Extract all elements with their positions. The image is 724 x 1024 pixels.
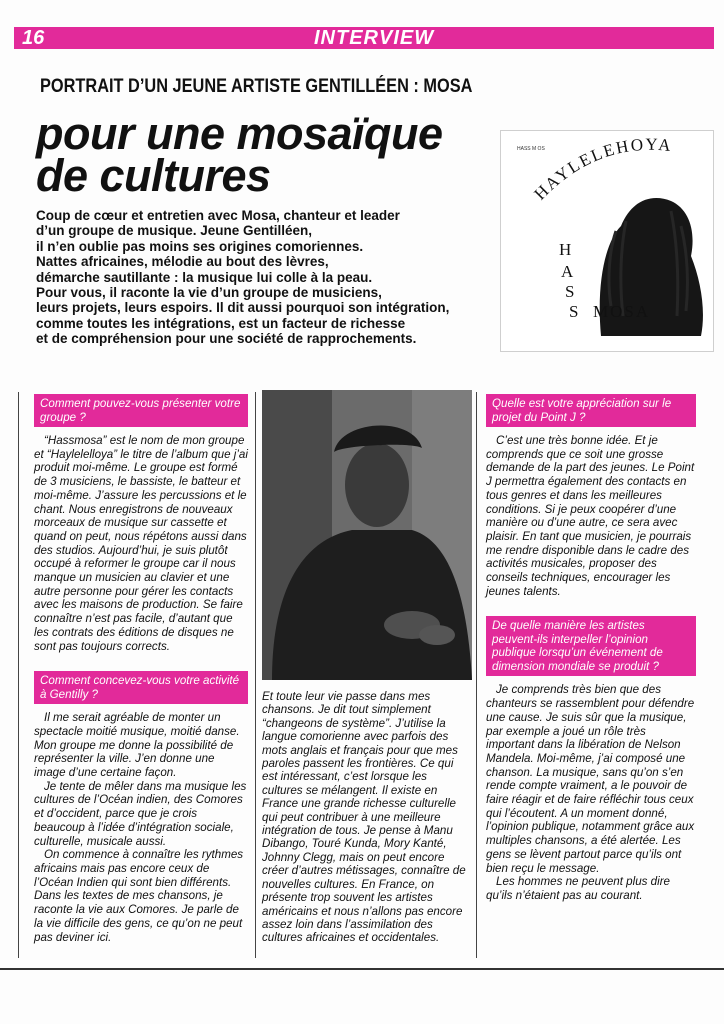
answer-paragraph: C’est une très bonne idée. Et je comprends que ce soit une grosse demande de la part des jeunes. Le Point J permettra également des contacts en tous genres et dans les meilleures conditions. Si je peux coopérer d’une manière ou d’une autre, ce sera avec plaisir. En tant que musicien, je pourrais me rendre disponible dans le cadre des activités musicales, proposer des conseils techniques, encourager les jeunes talents. bbox=[486, 434, 695, 598]
article-title-line-1: pour une mosaïque bbox=[36, 108, 443, 159]
answer-paragraph: Il me serait agréable de monter un spectacle moitié musique, moitié danse. Mon groupe me donne la possibilité de représenter la ville. J’en donne une image d’une certaine façon. bbox=[34, 711, 240, 780]
article-kicker: PORTRAIT D’UN JEUNE ARTISTE GENTILLÉEN : MOSA bbox=[40, 76, 473, 97]
answer-paragraph: “Hassmosa” est le nom de mon groupe et “Haylelelloya” le titre de l’album que j’ai produit moi-même. Le groupe est formé de 3 musiciens, le bassiste, le batteur et moi-même. J’assure les percussions et le chant. Nous enregistrons de nouveaux morceaux de musique sur cassette et quand on peut, nous répétons aussi dans des studios. Aujourd’hui, je suis plutôt occupé à reformer le groupe car il nous manque un musicien au clavier et une autre personne pour gérer les contacts avec les maisons de production. Se faire connaître n’est pas facile, d’autant que les contrats des éditions de disques ne sont pas toujours corrects. bbox=[34, 434, 248, 653]
column-1 bbox=[34, 394, 248, 944]
band-letter: S bbox=[569, 302, 579, 321]
cover-stamp: HASS M OS bbox=[517, 146, 545, 152]
column-rule bbox=[476, 392, 477, 958]
album-cover-art bbox=[501, 131, 713, 351]
question-box: Comment concevez-vous votre activité à Gentilly ? bbox=[34, 671, 248, 704]
column-rule bbox=[255, 392, 256, 958]
band-letter: H bbox=[559, 240, 572, 259]
album-title-path: HAYLELEHOYA bbox=[530, 134, 674, 204]
lead-line: démarche sautillante : la musique lui colle à la peau. bbox=[36, 269, 373, 285]
article-lead bbox=[36, 208, 506, 347]
question-box: Quelle est votre appréciation sur le projet du Point J ? bbox=[486, 394, 696, 427]
lead-line: Nattes africaines, mélodie au bout des lèvres, bbox=[36, 254, 329, 270]
column-rule-left bbox=[18, 392, 19, 958]
lead-line: il n’en oublie pas moins ses origines comoriennes. bbox=[36, 238, 364, 254]
answer-paragraph: Les hommes ne peuvent plus dire qu’ils n’étaient pas au courant. bbox=[486, 875, 671, 902]
column-3 bbox=[486, 394, 696, 903]
question-box: Comment pouvez-vous présenter votre groupe ? bbox=[34, 394, 248, 427]
header-bar bbox=[14, 27, 714, 49]
lead-line: comme toutes les intégrations, est un facteur de richesse bbox=[36, 315, 406, 331]
answer-paragraph: On commence à connaître les rythmes africains mais pas encore ceux de l’Océan Indien qui sont bien différents. Dans les textes de mes chansons, je raconte la vie aux Comores. Je parle de la vie difficile des gens, ce qu’on ne peut pas deviner ici. bbox=[34, 848, 244, 944]
band-letter: A bbox=[561, 262, 574, 281]
lead-line: et de compréhension pour une société de rapprochements. bbox=[36, 331, 417, 347]
answer-paragraph: Je comprends très bien que des chanteurs se rassemblent pour défendre une cause. Je suis sûr que la musique, par exemple a joué un rôle très important dans la libération de Nelson Mandela. Moi-même, j’ai composé une chanson. La musique, sans qu’on s’en rende compte vraiment, a le pouvoir de faire réagir et de faire réfléchir tous ceux qui l’écoutent. A un moment donné, l’opinion publique, notamment grâce aux multiples chansons, a été alertée. Les gens se lèvent partout parce qu’ils ont bien reçu le message. bbox=[486, 683, 695, 875]
page-number: 16 bbox=[22, 27, 45, 49]
lead-line: Coup de cœur et entretien avec Mosa, chanteur et leader bbox=[36, 208, 400, 223]
question-box: De quelle manière les artistes peuvent-ils interpeller l’opinion publique lorsqu’un événement de dimension mondiale se produit ? bbox=[486, 616, 696, 676]
artist-photo bbox=[262, 390, 472, 680]
answer-paragraph: Je tente de mêler dans ma musique les cultures de l’Océan indien, des Comores et d’occident, parce que je crois beaucoup à l’idée d’intégration sociale, culturelle, musicale aussi. bbox=[34, 779, 247, 848]
lead-line: d’un groupe de musique. Jeune Gentilléen, bbox=[36, 223, 313, 239]
section-title: INTERVIEW bbox=[314, 27, 435, 49]
lead-line: Pour vous, il raconte la vie d’un groupe de musiciens, bbox=[36, 285, 382, 301]
article-title-line-2: de cultures bbox=[36, 150, 271, 201]
answer-paragraph: Et toute leur vie passe dans mes chansons. Je dit tout simplement “changeons de système”. J’utilise la langue comorienne avec parfois des mots anglais et français pour que mes paroles passent les frontières. Ce qui est intéressant, c’est lorsque les cultures se mélangent. Il existe en France une grande richesse culturelle qui peut contribuer à une meilleure intégration de tous. Je pense à Manu Dibango, Touré Kunda, Mory Kanté, Johnny Clegg, mais on peut encore créer d’autres métissages, connaître de nouvelles cultures. En France, on présente trop souvent les artistes américains et nous n’allons pas encore assez loin dans l’assimilation des cultures africaines et occidentales. bbox=[262, 690, 466, 945]
album-cover bbox=[500, 130, 714, 352]
band-letter: S bbox=[565, 282, 575, 301]
lead-line: leurs projets, leurs espoirs. Il dit aussi pourquoi son intégration, bbox=[36, 300, 450, 316]
album-title bbox=[530, 135, 673, 204]
bottom-rule bbox=[0, 968, 724, 970]
column-2 bbox=[262, 690, 470, 945]
photo-illustration bbox=[262, 390, 472, 680]
artist-name: MOSA bbox=[593, 302, 651, 321]
